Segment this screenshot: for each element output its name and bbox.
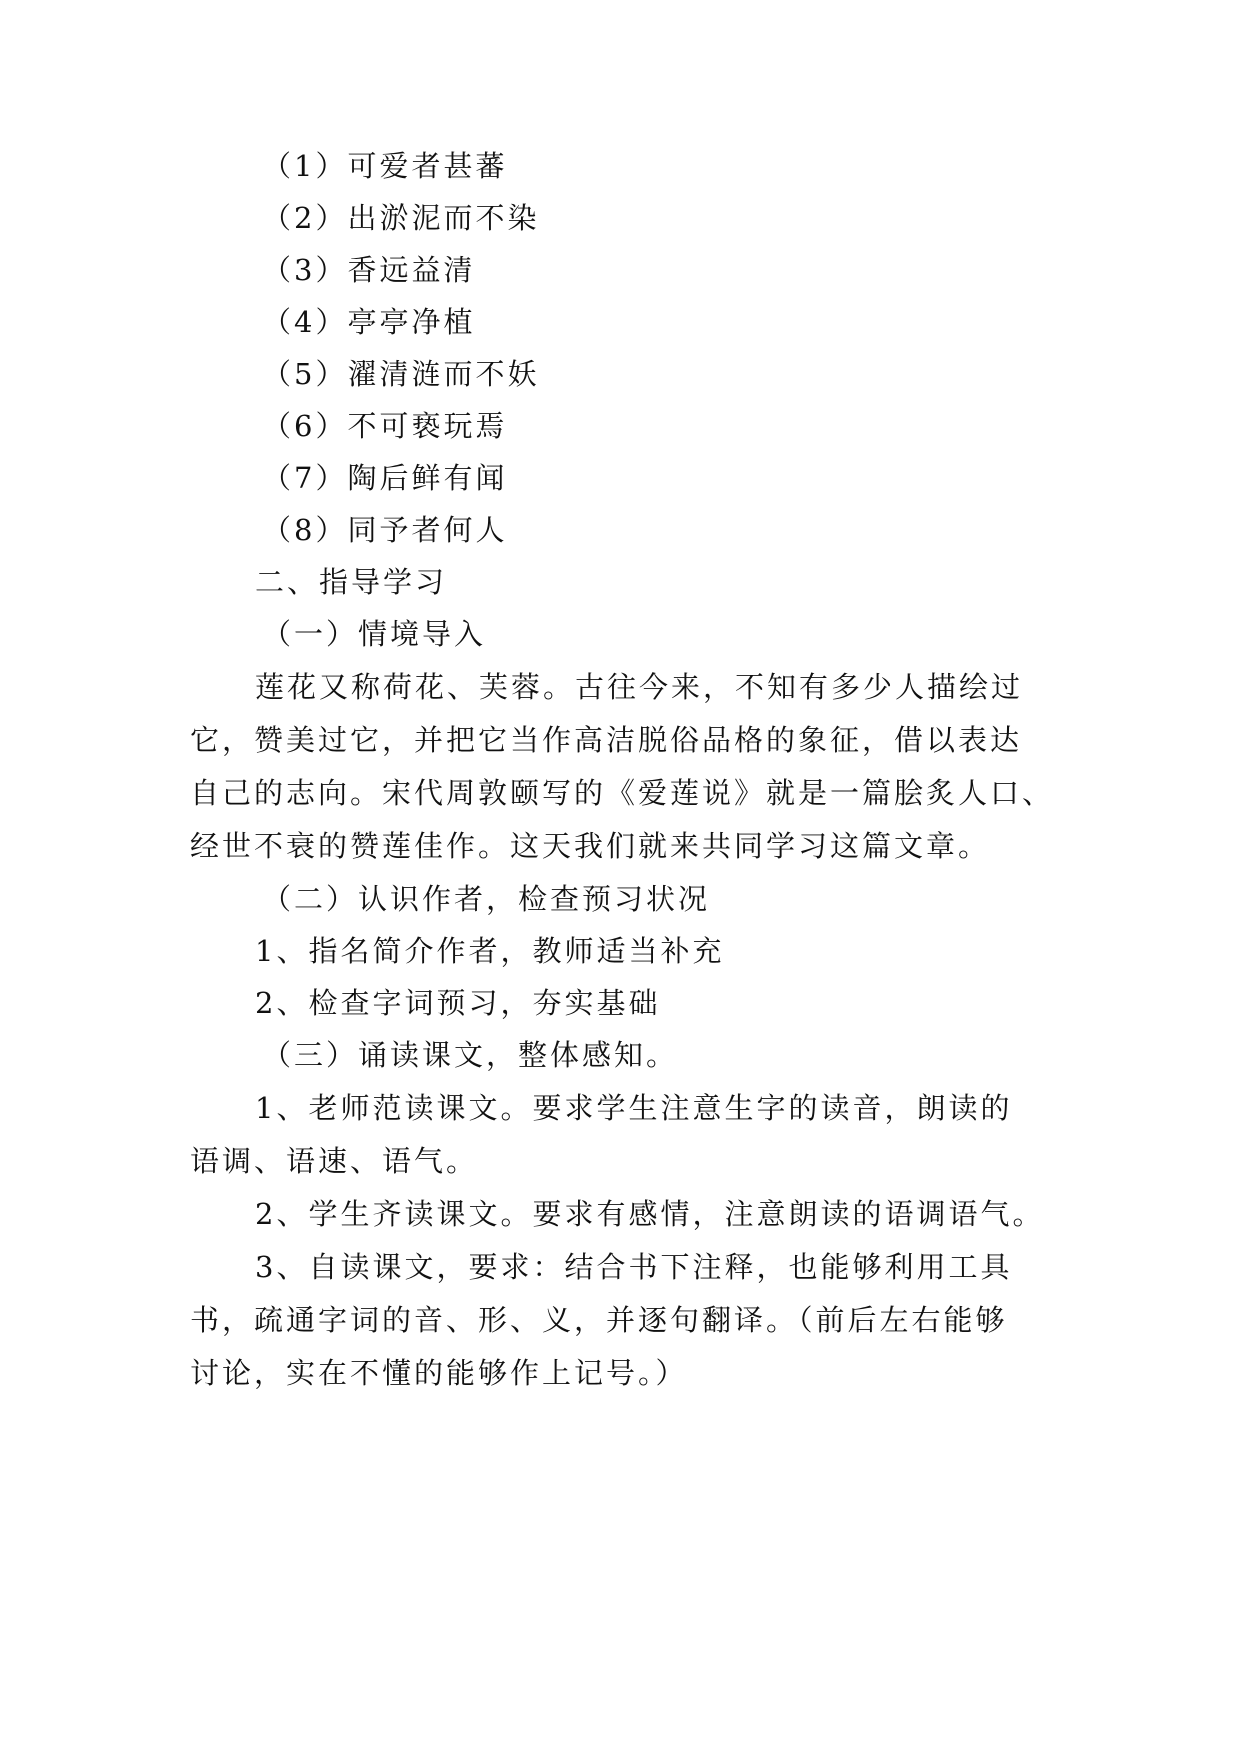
reading-step-3-line-3: 讨论，实在不懂的能够作上记号。）: [190, 1356, 688, 1390]
author-step-2: 2、检查字词预习，夯实基础: [255, 986, 661, 1020]
vocab-item-7: （7）陶后鲜有闻: [262, 461, 508, 495]
reading-step-1-line-1: 1、老师范读课文。要求学生注意生字的读音，朗读的: [255, 1091, 1013, 1125]
subsection-heading-reading: （三）诵读课文，整体感知。: [262, 1038, 679, 1072]
vocab-item-5: （5）濯清涟而不妖: [262, 357, 540, 391]
reading-step-3-line-1: 3、自读课文，要求：结合书下注释，也能够利用工具: [255, 1250, 1013, 1284]
vocab-item-2: （2）出淤泥而不染: [262, 201, 540, 235]
intro-paragraph-line-1: 莲花又称荷花、芙蓉。古往今来，不知有多少人描绘过: [255, 670, 1024, 704]
reading-step-3-line-2: 书，疏通字词的音、形、义，并逐句翻译。（前后左右能够: [190, 1303, 1008, 1337]
intro-paragraph-line-3: 自己的志向。宋代周敦颐写的《爱莲说》就是一篇脍炙人口、: [190, 776, 1055, 810]
vocab-item-6: （6）不可亵玩焉: [262, 409, 508, 443]
vocab-item-3: （3）香远益清: [262, 253, 476, 287]
vocab-item-8: （8）同予者何人: [262, 513, 508, 547]
subsection-heading-context-intro: （一）情境导入: [262, 617, 487, 651]
section-heading-guided-learning: 二、指导学习: [255, 565, 448, 599]
reading-step-2: 2、学生齐读课文。要求有感情，注意朗读的语调语气。: [255, 1197, 1045, 1231]
subsection-heading-author: （二）认识作者，检查预习状况: [262, 882, 711, 916]
intro-paragraph-line-4: 经世不衰的赞莲佳作。这天我们就来共同学习这篇文章。: [190, 829, 991, 863]
intro-paragraph-line-2: 它，赞美过它，并把它当作高洁脱俗品格的象征，借以表达: [190, 723, 1023, 757]
author-step-1: 1、指名简介作者，教师适当补充: [255, 934, 725, 968]
vocab-item-1: （1）可爱者甚蕃: [262, 149, 508, 183]
reading-step-1-line-2: 语调、语速、语气。: [190, 1144, 479, 1178]
vocab-item-4: （4）亭亭净植: [262, 305, 476, 339]
